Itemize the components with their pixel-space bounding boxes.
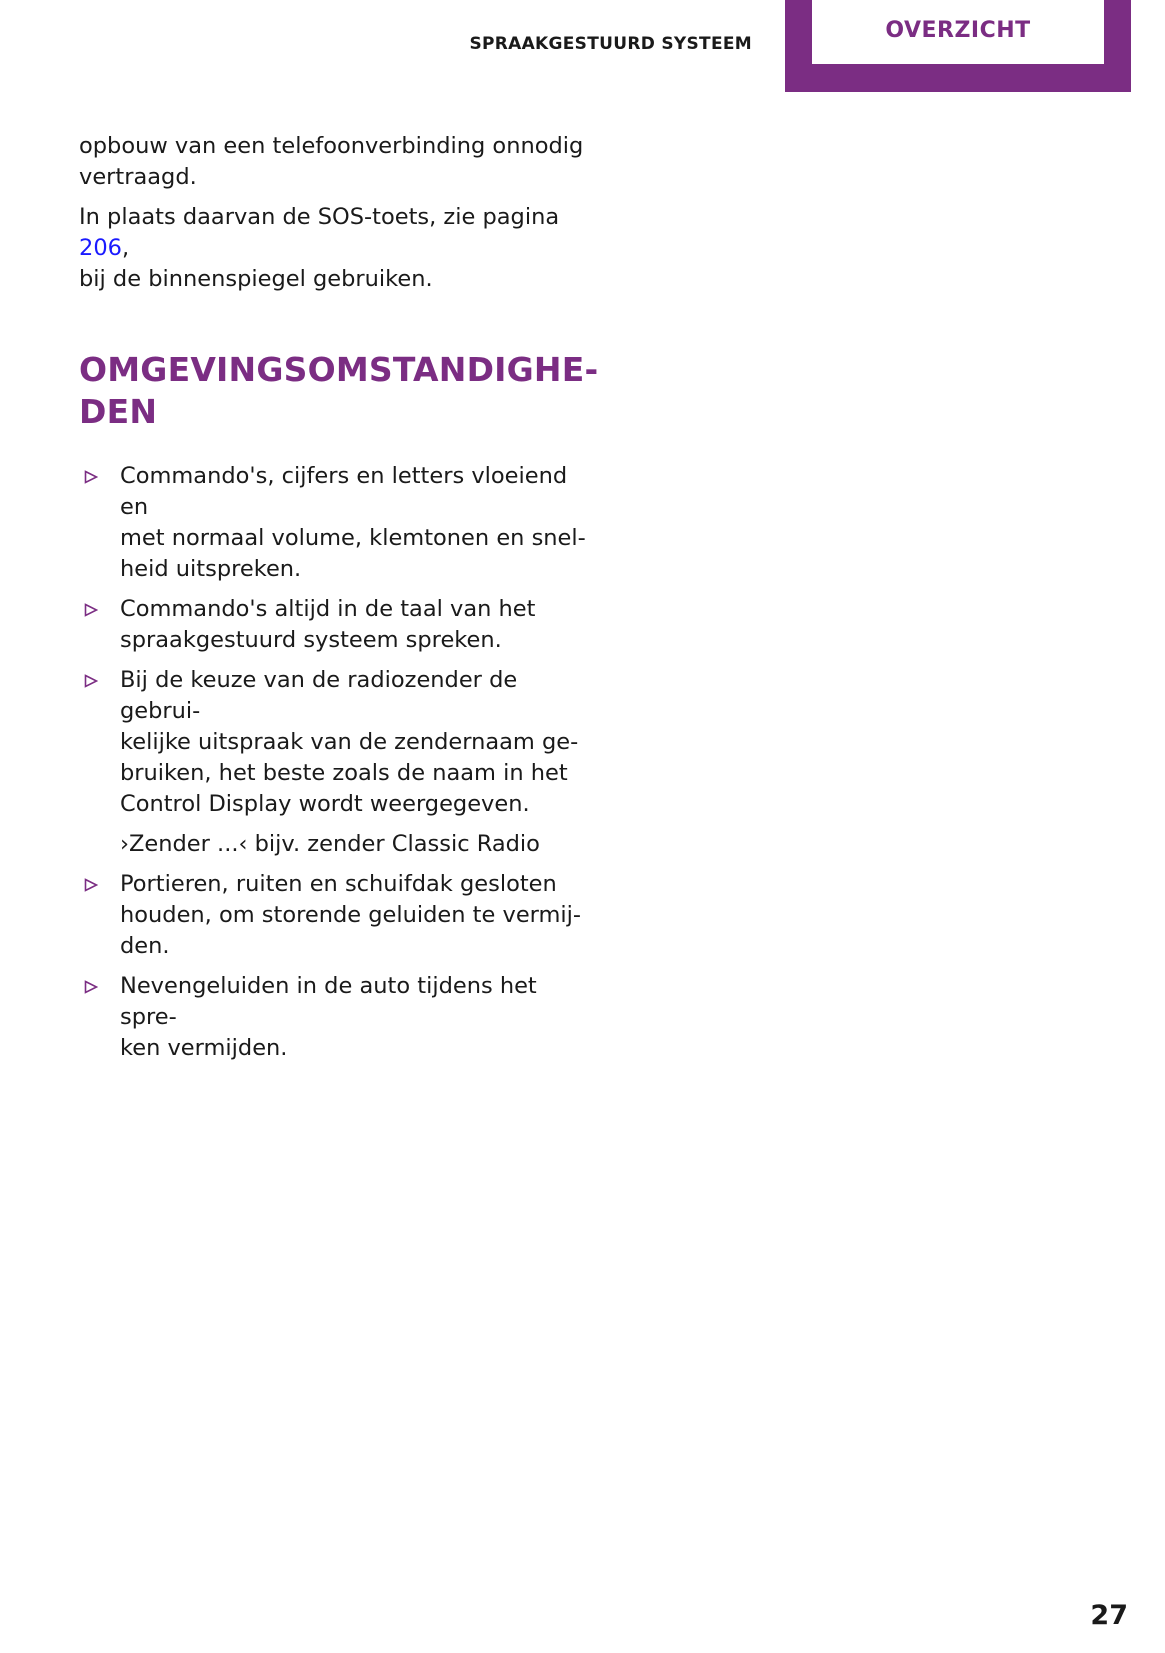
section-heading-line-1: OMGEVINGSOMSTANDIGHE-: [79, 350, 599, 389]
intro-paragraph-1-line-1: opbouw van een telefoonverbinding onnodig: [79, 133, 584, 159]
list-item-line: ken vermijden.: [120, 1035, 288, 1061]
chapter-tab: [785, 0, 1131, 92]
page-reference-link[interactable]: 206: [79, 235, 122, 261]
list-item-line: Bij de keuze van de radiozender de gebrui-: [120, 667, 518, 724]
intro-paragraph-2-line-2: bij de binnenspiegel gebruiken.: [79, 266, 433, 292]
intro-paragraph-2-text: In plaats daarvan de SOS-toets, zie pagina: [79, 204, 560, 230]
list-item: [79, 594, 589, 656]
intro-paragraph-2-line-1: [79, 202, 589, 264]
main-content: [79, 131, 599, 1073]
list-item: [79, 971, 589, 1064]
bullet-list: [79, 461, 589, 1064]
triangle-bullet-icon: [84, 470, 98, 484]
list-item-line: Portieren, ruiten en schuifdak gesloten: [120, 871, 557, 897]
intro-paragraph-2: [79, 202, 589, 295]
list-item-line: Commando's, cijfers en letters vloeiend en: [120, 463, 568, 520]
page-number: 27: [1090, 1600, 1128, 1631]
intro-paragraph-1-line-2: vertraagd.: [79, 164, 197, 190]
list-item: [79, 869, 589, 962]
triangle-bullet-icon: [84, 674, 98, 688]
header-section-title: SPRAAKGESTUURD SYSTEEM: [469, 34, 752, 54]
section-heading-line-2: DEN: [79, 392, 158, 431]
list-item-line: met normaal volume, klemtonen en snel-: [120, 525, 586, 551]
voice-command-example: ›Zender ...‹ bijv. zender Classic Radio: [120, 831, 540, 857]
list-item-line: Commando's altijd in de taal van het: [120, 596, 536, 622]
list-item-line: kelijke uitspraak van de zendernaam ge-: [120, 729, 579, 755]
section-heading: [79, 349, 599, 433]
chapter-tab-label: OVERZICHT: [812, 0, 1104, 64]
triangle-bullet-icon: [84, 603, 98, 617]
list-item-line: houden, om storende geluiden te vermij-: [120, 902, 582, 928]
intro-paragraph-1: [79, 131, 589, 193]
list-item-line: spraakgestuurd systeem spreken.: [120, 627, 502, 653]
list-item: [79, 461, 589, 585]
list-item-line: bruiken, het beste zoals de naam in het: [120, 760, 568, 786]
list-item-line: Nevengeluiden in de auto tijdens het spre-: [120, 973, 537, 1030]
triangle-bullet-icon: [84, 980, 98, 994]
list-item: [79, 665, 589, 860]
list-item-line: Control Display wordt weergegeven.: [120, 791, 530, 817]
list-item-line: heid uitspreken.: [120, 556, 302, 582]
list-item-line: den.: [120, 933, 170, 959]
intro-paragraph-2-comma: ,: [121, 235, 130, 261]
triangle-bullet-icon: [84, 878, 98, 892]
